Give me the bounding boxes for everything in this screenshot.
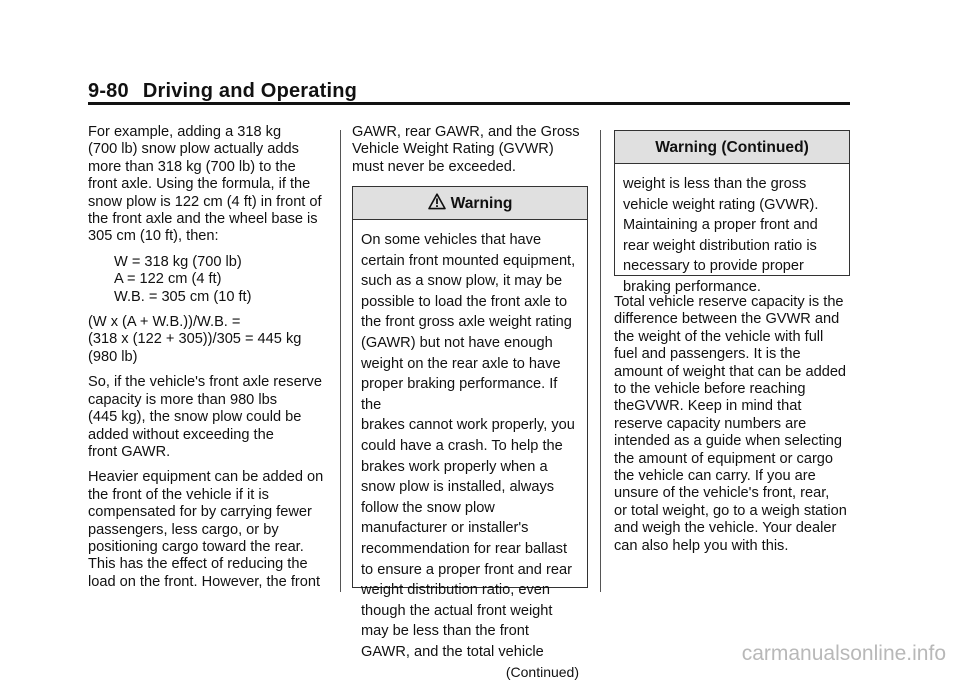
text-line: For example, adding a 318 kg — [88, 124, 282, 140]
text-line: the vehicle can carry. If you are — [614, 468, 816, 485]
text-line: fuel and passengers. It is the — [614, 346, 801, 363]
column-divider — [600, 130, 601, 592]
text-line: Heavier equipment can be added on — [88, 469, 324, 486]
text-line: reserve capacity numbers are — [614, 415, 807, 432]
example-paragraph — [88, 124, 338, 246]
text-line: W.B. = 305 cm (10 ft) — [114, 288, 252, 305]
text-line: the amount of equipment or cargo — [614, 450, 834, 467]
text-line: may be less than the front — [361, 623, 529, 640]
text-line: snow plow is 122 cm (4 ft) in front of — [88, 193, 322, 210]
text-line: certain front mounted equipment, — [361, 252, 576, 269]
gawr-paragraph — [352, 124, 588, 176]
text-line: W = 318 kg (700 lb) — [114, 253, 242, 270]
reserve-capacity-paragraph — [88, 374, 338, 461]
warning-triangle-icon — [428, 189, 446, 222]
text-line: positioning cargo toward the rear. — [88, 538, 304, 555]
text-line: (318 x (122 + 305))/305 = 445 kg — [88, 331, 302, 348]
warning-continued-text — [615, 164, 849, 298]
text-line: GAWR, rear GAWR, and the Gross — [352, 124, 580, 140]
formula-values — [88, 254, 338, 306]
text-line: (GAWR) but not have enough — [361, 334, 553, 351]
text-line: load on the front. However, the front — [88, 573, 321, 590]
text-line: and weigh the vehicle. Your dealer — [614, 520, 837, 537]
text-line: amount of weight that can be added — [614, 363, 847, 380]
text-line: A = 122 cm (4 ft) — [114, 271, 222, 288]
text-line: (700 lb) snow plow actually adds — [88, 141, 299, 158]
text-line: difference between the GVWR and — [614, 311, 840, 328]
heavier-equipment-paragraph — [88, 469, 338, 591]
text-line: Maintaining a proper front and — [623, 217, 818, 234]
text-line: compensated for by carrying fewer — [88, 504, 312, 521]
warning-title: Warning — [450, 195, 513, 212]
text-line: follow the snow plow — [361, 499, 495, 516]
text-line: the front axle and the wheel base is — [88, 211, 318, 228]
text-line: proper braking performance. If the — [361, 376, 558, 413]
formula-calculation — [88, 314, 338, 366]
text-line: weight on the rear axle to have — [361, 355, 561, 372]
text-line: more than 318 kg (700 lb) to the — [88, 158, 296, 175]
text-line: Total vehicle reserve capacity is the — [614, 294, 844, 310]
continued-label: (Continued) — [505, 664, 579, 681]
text-line: rear weight distribution ratio is — [623, 237, 817, 254]
text-line: could have a crash. To help the — [361, 437, 563, 454]
text-line: (980 lb) — [88, 348, 138, 365]
text-line: brakes work properly when a — [361, 458, 548, 475]
text-line: (W x (A + W.B.))/W.B. = — [88, 314, 241, 331]
text-line: weight is less than the gross — [623, 176, 807, 192]
warning-continued-box — [614, 130, 850, 295]
text-line: weight distribution ratio, even — [361, 582, 551, 599]
total-reserve-paragraph — [614, 294, 854, 555]
text-line: So, if the vehicle's front axle reserve — [88, 374, 322, 391]
text-line: the front of the vehicle if it is — [88, 486, 269, 503]
column-3 — [614, 294, 854, 563]
text-line: such as a snow plow, it may be — [361, 273, 563, 290]
text-line: snow plow is installed, always — [361, 479, 555, 496]
text-line: to the vehicle before reaching — [614, 381, 806, 398]
text-line: On some vehicles that have — [361, 232, 542, 248]
column-divider — [340, 130, 341, 592]
text-line: front axle. Using the formula, if the — [88, 176, 311, 193]
text-line: brakes cannot work properly, you — [361, 417, 575, 434]
text-line: Vehicle Weight Rating (GVWR) — [352, 141, 554, 158]
column-2 — [352, 124, 588, 184]
text-line: passengers, less cargo, or by — [88, 521, 279, 538]
text-line: manufacturer or installer's — [361, 520, 529, 537]
text-line: (445 kg), the snow plow could be — [88, 409, 302, 426]
page-number: 9-80 — [88, 80, 129, 102]
warning-continued-header: Warning (Continued) — [615, 131, 849, 164]
header-rule — [88, 102, 850, 105]
warning-box — [352, 186, 588, 681]
text-line: front GAWR. — [88, 443, 171, 460]
text-line: theGVWR. Keep in mind that — [614, 398, 802, 415]
text-line: 305 cm (10 ft), then: — [88, 228, 219, 245]
text-line: necessary to provide proper — [623, 258, 804, 275]
text-line: though the actual front weight — [361, 602, 553, 619]
text-line: braking performance. — [623, 278, 761, 295]
text-line: recommendation for rear ballast — [361, 540, 568, 557]
text-line: possible to load the front axle to — [361, 293, 568, 310]
text-line: the front gross axle weight rating — [361, 314, 572, 331]
text-line: to ensure a proper front and rear — [361, 561, 572, 578]
text-line: must never be exceeded. — [352, 158, 516, 175]
text-line: This has the effect of reducing the — [88, 556, 308, 573]
column-1 — [88, 124, 338, 599]
text-line: added without exceeding the — [88, 426, 274, 443]
text-line: capacity is more than 980 lbs — [88, 391, 278, 408]
text-line: vehicle weight rating (GVWR). — [623, 196, 819, 213]
text-line: the weight of the vehicle with full — [614, 328, 824, 345]
text-line: or total weight, go to a weigh station — [614, 502, 847, 519]
warning-header — [353, 187, 587, 220]
section-title: Driving and Operating — [142, 80, 358, 102]
text-line: can also help you with this. — [614, 537, 789, 554]
watermark: carmanualsonline.info — [741, 642, 946, 665]
text-line: intended as a guide when selecting — [614, 433, 842, 450]
text-line: GAWR, and the total vehicle — [361, 643, 544, 660]
warning-text — [353, 220, 587, 662]
page-header — [88, 80, 357, 103]
text-line: unsure of the vehicle's front, rear, — [614, 485, 830, 502]
